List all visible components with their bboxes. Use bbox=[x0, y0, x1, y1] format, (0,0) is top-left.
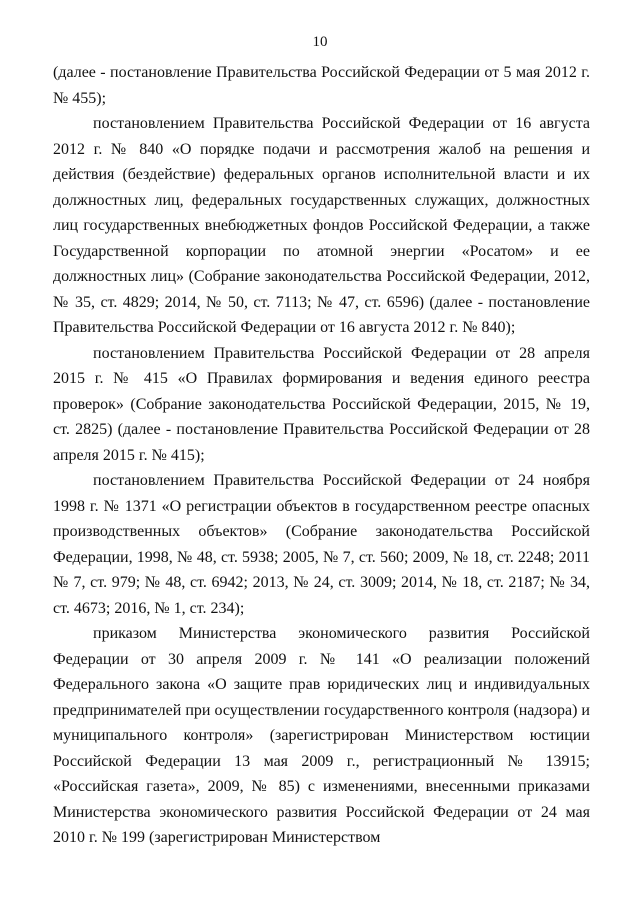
paragraph-resolution-1371: постановлением Правительства Российской Федерации от 24 ноября 1998 г. № 1371 «О регистрации объектов в государственном реестре опасных производственных объектов» (Собрание законодательства Российской Федерации, 1998, № 48, ст. 5938; 2005, № 7, ст. 560; 2009, № 18, ст. 2248; 2011 № 7, ст. 979; № 48, ст. 6942; 2013, № 24, ст. 3009; 2014, № 18, ст. 2187; № 34, ст. 4673; 2016, № 1, ст. 234); bbox=[53, 472, 590, 617]
page-number: 10 bbox=[312, 34, 328, 50]
paragraph-continuation: (далее - постановление Правительства Российской Федерации от 5 мая 2012 г. № 455); bbox=[53, 64, 590, 107]
paragraph-resolution-840: постановлением Правительства Российской Федерации от 16 августа 2012 г. № 840 «О порядке подачи и рассмотрения жалоб на решения и действия (бездействие) федеральных органов исполнительной власти и их должностных лиц, федеральных государственных служащих, должностных лиц государственных внебюджетных фондов Российской Федерации, а также Государственной корпорации по атомной энергии «Росатом» и ее должностных лиц» (Собрание законодательства Российской Федерации, 2012, № 35, ст. 4829; 2014, № 50, ст. 7113; № 47, ст. 6596) (далее - постановление Правительства Российской Федерации от 16 августа 2012 г. № 840); bbox=[53, 115, 590, 336]
paragraph-resolution-415: постановлением Правительства Российской Федерации от 28 апреля 2015 г. № 415 «О Правилах формирования и ведения единого реестра проверок» (Собрание законодательства Российской Федерации, 2015, № 19, ст. 2825) (далее - постановление Правительства Российской Федерации от 28 апреля 2015 г. № 415); bbox=[53, 344, 590, 464]
document-body bbox=[53, 60, 590, 851]
paragraph-order-141: приказом Министерства экономического развития Российской Федерации от 30 апреля 2009 г. № 141 «О реализации положений Федерального закона «О защите прав юридических лиц и индивидуальных предпринимателей при осуществлении государственного контроля (надзора) и муниципального контроля» (зарегистрирован Министерством юстиции Российской Федерации 13 мая 2009 г., регистрационный № 13915; «Российская газета», 2009, № 85) с изменениями, внесенными приказами Министерства экономического развития Российской Федерации от 24 мая 2010 г. № 199 (зарегистрирован Министерством bbox=[53, 625, 590, 846]
